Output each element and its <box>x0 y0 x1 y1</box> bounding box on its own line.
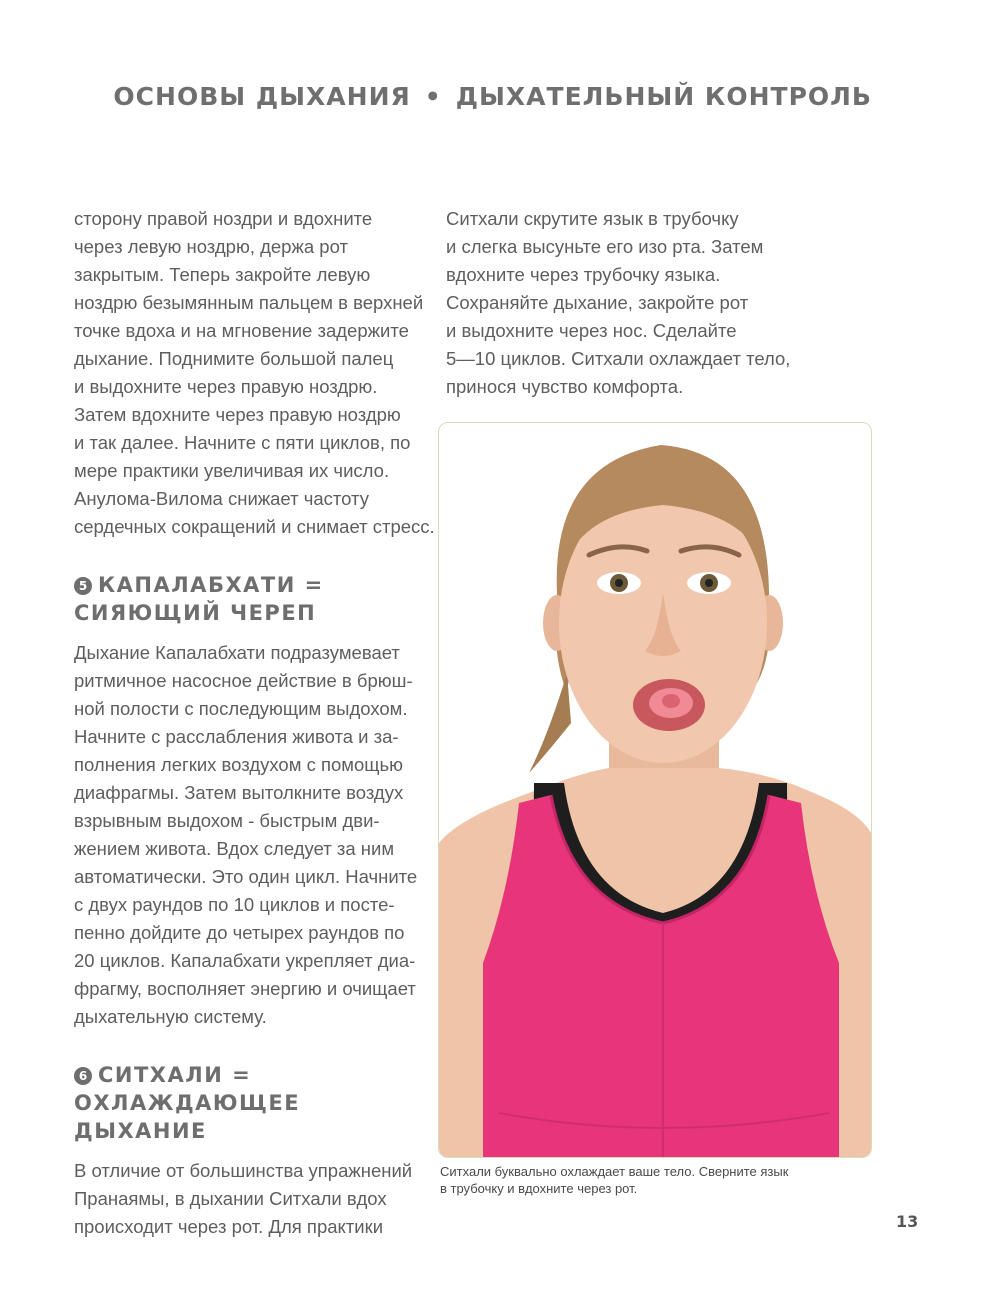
photo-caption <box>440 1163 840 1197</box>
text-line: закрытым. Теперь закройте левую <box>74 264 371 285</box>
photo-illustration <box>439 423 871 1157</box>
text-line: Начните с расслабления живота и за- <box>74 726 399 747</box>
text-line: 5—10 циклов. Ситхали охлаждает тело, <box>446 348 791 369</box>
right-column <box>446 205 866 401</box>
running-header <box>113 82 872 111</box>
text-line: сторону правой ноздри и вдохните <box>74 208 373 229</box>
text-line: вдохните через трубочку языка. <box>446 264 721 285</box>
text-line: Дыхание Капалабхати подразумевает <box>74 642 400 663</box>
section-number-badge: 5 <box>74 577 92 595</box>
caption-line: Ситхали буквально охлаждает ваше тело. Сверните язык <box>440 1164 789 1179</box>
text-line: Затем вдохните через правую ноздрю <box>74 404 401 425</box>
text-line: Пранаямы, в дыхании Ситхали вдох <box>74 1188 387 1209</box>
text-line: В отличие от большинства упражнений <box>74 1160 413 1181</box>
text-line: и слегка высуньте его изо рта. Затем <box>446 236 764 257</box>
continuation-paragraph <box>446 205 866 401</box>
text-line: и выдохните через правую ноздрю. <box>74 376 378 397</box>
text-line: ной полости с последующим выдохом. <box>74 698 408 719</box>
text-line: Ситхали скрутите язык в трубочку <box>446 208 739 229</box>
woman-sitali-breathing-photo <box>438 422 872 1158</box>
text-line: ноздрю безымянным пальцем в верхней <box>74 292 424 313</box>
text-line: жением живота. Вдох следует за ним <box>74 838 395 859</box>
text-line: с двух раундов по 10 циклов и посте- <box>74 894 395 915</box>
heading-line: СИТХАЛИ = <box>98 1063 252 1087</box>
header-separator: • <box>424 82 442 111</box>
text-line: и выдохните через нос. Сделайте <box>446 320 737 341</box>
text-line: автоматически. Это один цикл. Начните <box>74 866 418 887</box>
text-line: точке вдоха и на мгновение задержите <box>74 320 409 341</box>
page-number: 13 <box>896 1212 919 1231</box>
text-line: дыхательную систему. <box>74 1006 267 1027</box>
section-6-heading <box>74 1061 419 1145</box>
text-line: и так далее. Начните с пяти циклов, по <box>74 432 411 453</box>
text-line: происходит через рот. Для практики <box>74 1216 384 1237</box>
header-chapter: ДЫХАТЕЛЬНЫЙ КОНТРОЛЬ <box>455 82 872 111</box>
text-line: через левую ноздрю, держа рот <box>74 236 348 257</box>
section-6-paragraph <box>74 1157 419 1241</box>
text-line: дыхание. Поднимите большой палец <box>74 348 394 369</box>
section-number-badge: 6 <box>74 1067 92 1085</box>
text-line: фрагму, восполняет энергию и очищает <box>74 978 416 999</box>
text-line: взрывным выдохом - быстрым дви- <box>74 810 380 831</box>
text-line: пенно дойдите до четырех раундов по <box>74 922 405 943</box>
heading-line: СИЯЮЩИЙ ЧЕРЕП <box>74 601 317 625</box>
text-line: ритмичное насосное действие в брюш- <box>74 670 413 691</box>
header-section: ОСНОВЫ ДЫХАНИЯ <box>113 82 411 111</box>
text-line: мере практики увеличивая их число. <box>74 460 390 481</box>
heading-line: КАПАЛАБХАТИ = <box>98 573 324 597</box>
section-5-paragraph <box>74 639 419 1031</box>
heading-line: ОХЛАЖДАЮЩЕЕ ДЫХАНИЕ <box>74 1091 301 1143</box>
text-line: 20 циклов. Капалабхати укрепляет диа- <box>74 950 416 971</box>
text-line: принося чувство комфорта. <box>446 376 684 397</box>
text-line: Анулома-Вилома снижает частоту <box>74 488 369 509</box>
text-line: Сохраняйте дыхание, закройте рот <box>446 292 749 313</box>
intro-paragraph <box>74 205 435 541</box>
text-line: диафрагмы. Затем вытолкните воздух <box>74 782 404 803</box>
text-line: полнения легких воздухом с помощью <box>74 754 404 775</box>
text-line: сердечных сокращений и снимает стресс. <box>74 516 435 537</box>
caption-line: в трубочку и вдохните через рот. <box>440 1181 638 1196</box>
section-5-heading <box>74 571 419 627</box>
left-column <box>74 205 435 1241</box>
